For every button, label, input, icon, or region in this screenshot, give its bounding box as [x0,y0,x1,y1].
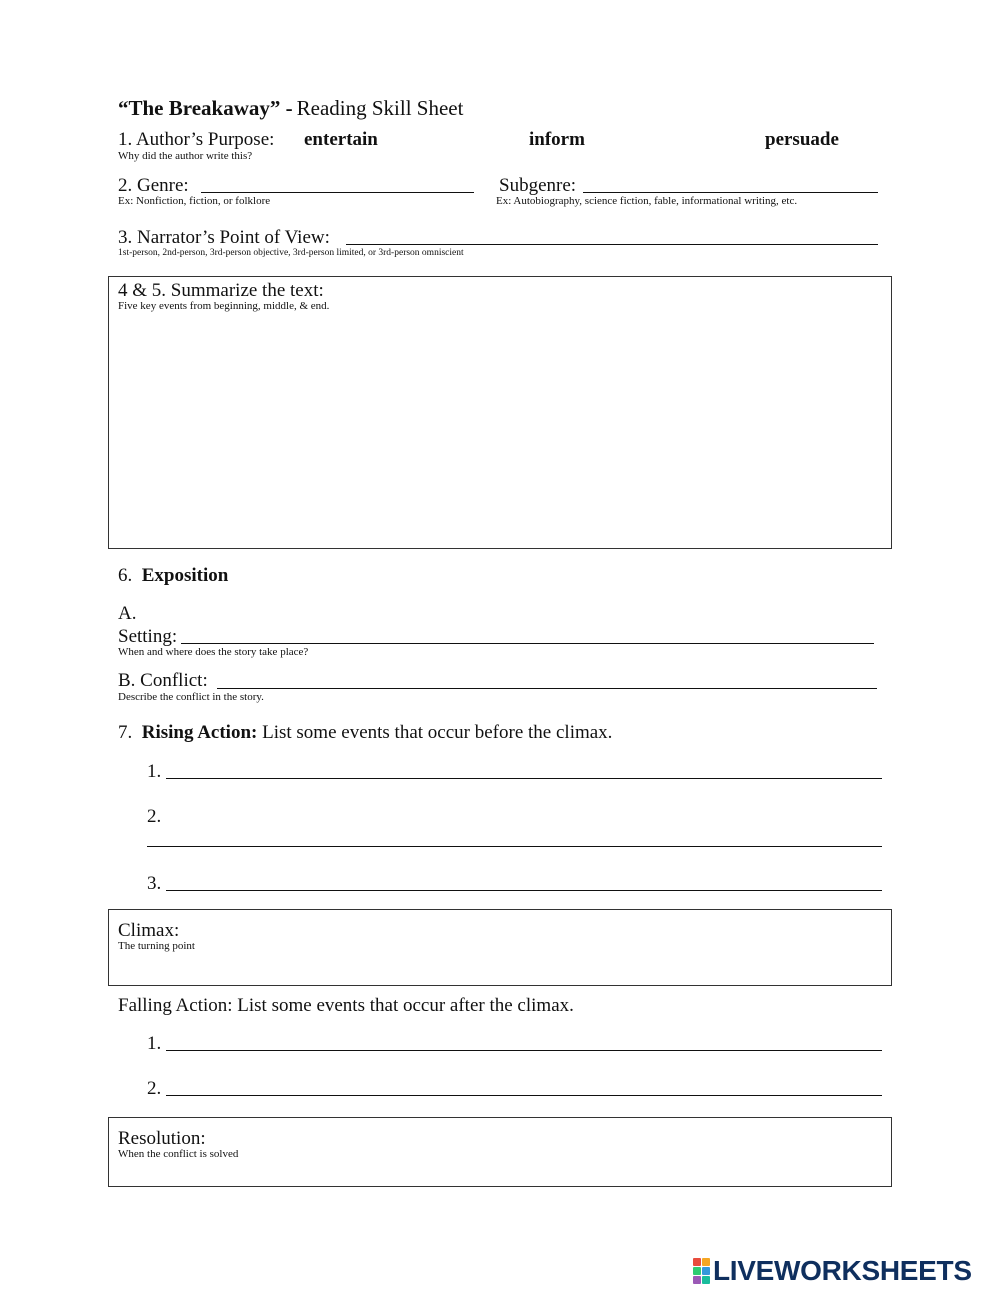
option-inform[interactable]: inform [529,129,585,150]
liveworksheets-logo [693,1257,972,1285]
genre-hint: Ex: Nonfiction, fiction, or folklore [118,195,271,207]
option-entertain[interactable]: entertain [304,129,378,150]
subgenre-hint: Ex: Autobiography, science fiction, fable, informational writing, etc. [496,195,798,207]
setting-input-line[interactable] [181,643,874,644]
option-persuade[interactable]: persuade [765,129,839,150]
falling-item-2-line[interactable] [166,1095,882,1096]
exposition-a-letter: A. [118,603,137,624]
logo-mark-icon [693,1258,710,1284]
conflict-hint: Describe the conflict in the story. [118,691,264,703]
falling-item-1-line[interactable] [166,1050,882,1051]
exposition-heading: 6. Exposition [118,565,229,586]
resolution-box[interactable] [108,1117,892,1187]
summary-hint: Five key events from beginning, middle, & end. [118,300,330,312]
conflict-input-line[interactable] [217,688,877,689]
pov-label: 3. Narrator’s Point of View: [118,227,330,248]
rising-item-1-line[interactable] [166,778,882,779]
genre-input-line[interactable] [201,192,474,193]
rising-item-number: 3. [147,873,162,894]
page-title: “The Breakaway” - Reading Skill Sheet [118,96,464,120]
setting-hint: When and where does the story take place? [118,646,309,658]
summary-label: 4 & 5. Summarize the text: [118,280,324,301]
setting-label: Setting: [118,626,178,647]
rising-action-heading: 7. Rising Action: List some events that occur before the climax. [118,722,613,743]
falling-action-heading: Falling Action: List some events that occur after the climax. [118,995,574,1016]
q1-hint: Why did the author write this? [118,150,253,162]
genre-label: 2. Genre: [118,175,189,196]
climax-label: Climax: [118,920,180,941]
conflict-label: B. Conflict: [118,670,208,691]
pov-hint: 1st-person, 2nd-person, 3rd-person objective, 3rd-person limited, or 3rd-person omniscient [118,248,464,258]
falling-item-number: 1. [147,1033,162,1054]
falling-item-number: 2. [147,1078,162,1099]
logo-text: LIVEWORKSHEETS [713,1255,972,1286]
q1-label: 1. Author’s Purpose: [118,129,275,150]
rising-item-2-line[interactable] [147,846,882,847]
resolution-hint: When the conflict is solved [118,1148,239,1160]
subgenre-input-line[interactable] [583,192,878,193]
resolution-label: Resolution: [118,1128,206,1149]
rising-item-number: 2. [147,806,162,827]
rising-item-number: 1. [147,761,162,782]
rising-item-3-line[interactable] [166,890,882,891]
climax-hint: The turning point [118,940,195,952]
climax-box[interactable] [108,909,892,986]
summary-box[interactable] [108,276,892,549]
subgenre-label: Subgenre: [499,175,577,196]
pov-input-line[interactable] [346,244,878,245]
